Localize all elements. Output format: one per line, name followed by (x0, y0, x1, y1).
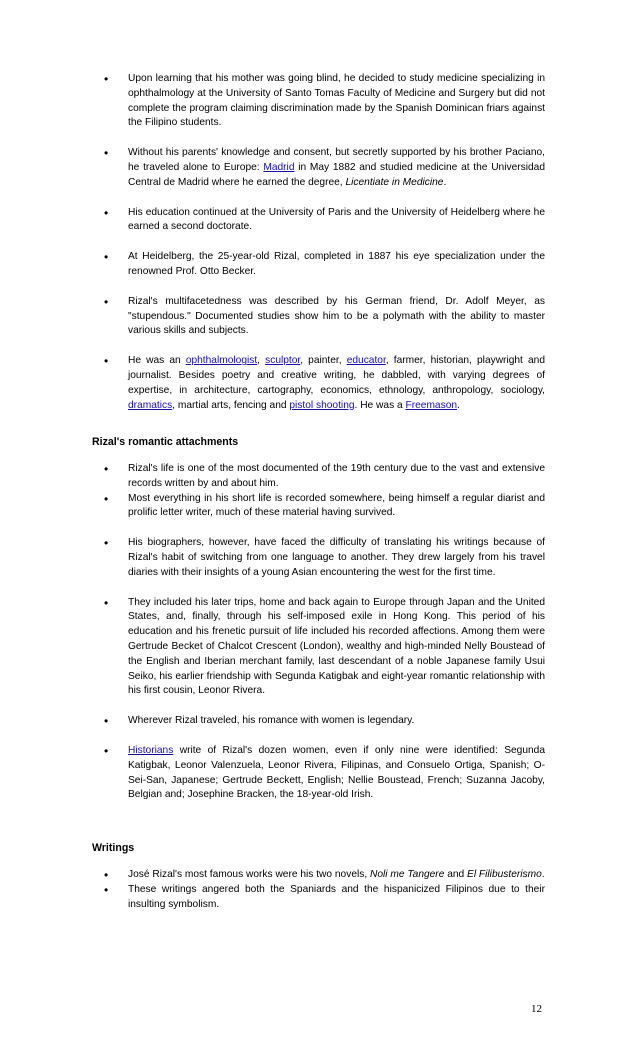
list-item: • At Heidelberg, the 25-year-old Rizal, completed in 1887 his eye specialization under the renowned Prof. Otto Becker. (92, 250, 545, 280)
list-item: • José Rizal's most famous works were his two novels, Noli me Tangere and El Filibusterismo. (92, 868, 545, 883)
page-number: 12 (531, 1003, 542, 1015)
section-heading-writings: Writings (92, 842, 135, 854)
education-bullet-list (92, 72, 545, 413)
list-item: • These writings angered both the Spaniards and the hispanicized Filipinos due to their insulting symbolism. (92, 883, 545, 913)
link-pistol-shooting[interactable]: pistol shooting (289, 399, 355, 411)
section-heading-romantic: Rizal's romantic attachments (92, 436, 239, 448)
romance-bullet-list (92, 462, 545, 803)
list-item: • Rizal's multifacetedness was described by his German friend, Dr. Adolf Meyer, as "stupendous." Documented studies show him to be a polymath with the ability to master various skills and subjects. (92, 295, 545, 339)
writings-bullet-list (92, 868, 545, 912)
list-item: • Wherever Rizal traveled, his romance with women is legendary. (92, 714, 545, 729)
list-item: • He was an ophthalmologist, sculptor, painter, educator, farmer, historian, playwright and journalist. Besides poetry and creative writing, he dabbled, with varying degrees of expertise, in architecture, cartography, economics, ethnology, anthropology, sociology, dramatics, martial arts, fencing and pistol shooting. He was a Freemason. (92, 354, 545, 413)
link-madrid[interactable]: Madrid (263, 161, 295, 173)
link-historians[interactable]: Historians (128, 744, 174, 756)
list-item: • Rizal's life is one of the most documented of the 19th century due to the vast and extensive records written by and about him. (92, 462, 545, 492)
list-item: • His education continued at the University of Paris and the University of Heidelberg where he earned a second doctorate. (92, 206, 545, 236)
link-ophthalmologist[interactable]: ophthalmologist (185, 355, 258, 367)
link-dramatics[interactable]: dramatics (128, 399, 173, 411)
list-item: • Without his parents' knowledge and consent, but secretly supported by his brother Paciano, he traveled alone to Europe: Madrid in May 1882 and studied medicine at the Universidad Central de Madrid where he earned the degree, Licentiate in Medicine. (92, 146, 545, 190)
list-item: • Most everything in his short life is recorded somewhere, being himself a regular diarist and prolific letter writer, much of these material having survived. (92, 492, 545, 522)
list-item: • They included his later trips, home and back again to Europe through Japan and the United States, and, finally, through his self-imposed exile in Hong Kong. This period of his education and his frenetic pursuit of life included his recorded affections. Among them were Gertrude Becket of Chalcot Crescent (London), wealthy and high-minded Nelly Boustead of the English and Iberian merchant family, last descendant of a noble Japanese family Usui Seiko, his earlier friendship with Segunda Katigbak and eight-year romantic relationship with his first cousin, Leonor Rivera. (92, 596, 545, 700)
link-freemason[interactable]: Freemason (405, 399, 458, 411)
list-item: • Historians write of Rizal's dozen women, even if only nine were identified: Segunda Katigbak, Leonor Valenzuela, Leonor Rivera, Filipinas, and Consuelo Ortiga, Spanish; O-Sei-San, Japanese; Gertrude Beckett, English; Nellie Boustead, French; Suzanna Jacoby, Belgian and; Josephine Bracken, the 18-year-old Irish. (92, 744, 545, 803)
list-item: • His biographers, however, have faced the difficulty of translating his writings because of Rizal's habit of switching from one language to another. They drew largely from his travel diaries with their insights of a young Asian encountering the west for the first time. (92, 536, 545, 580)
list-item: • Upon learning that his mother was going blind, he decided to study medicine specializing in ophthalmology at the University of Santo Tomas Faculty of Medicine and Surgery but did not complete the program claiming discrimination made by the Spanish Dominican friars against the Filipino students. (92, 72, 545, 131)
link-educator[interactable]: educator (346, 355, 386, 367)
link-sculptor[interactable]: sculptor (265, 355, 301, 367)
